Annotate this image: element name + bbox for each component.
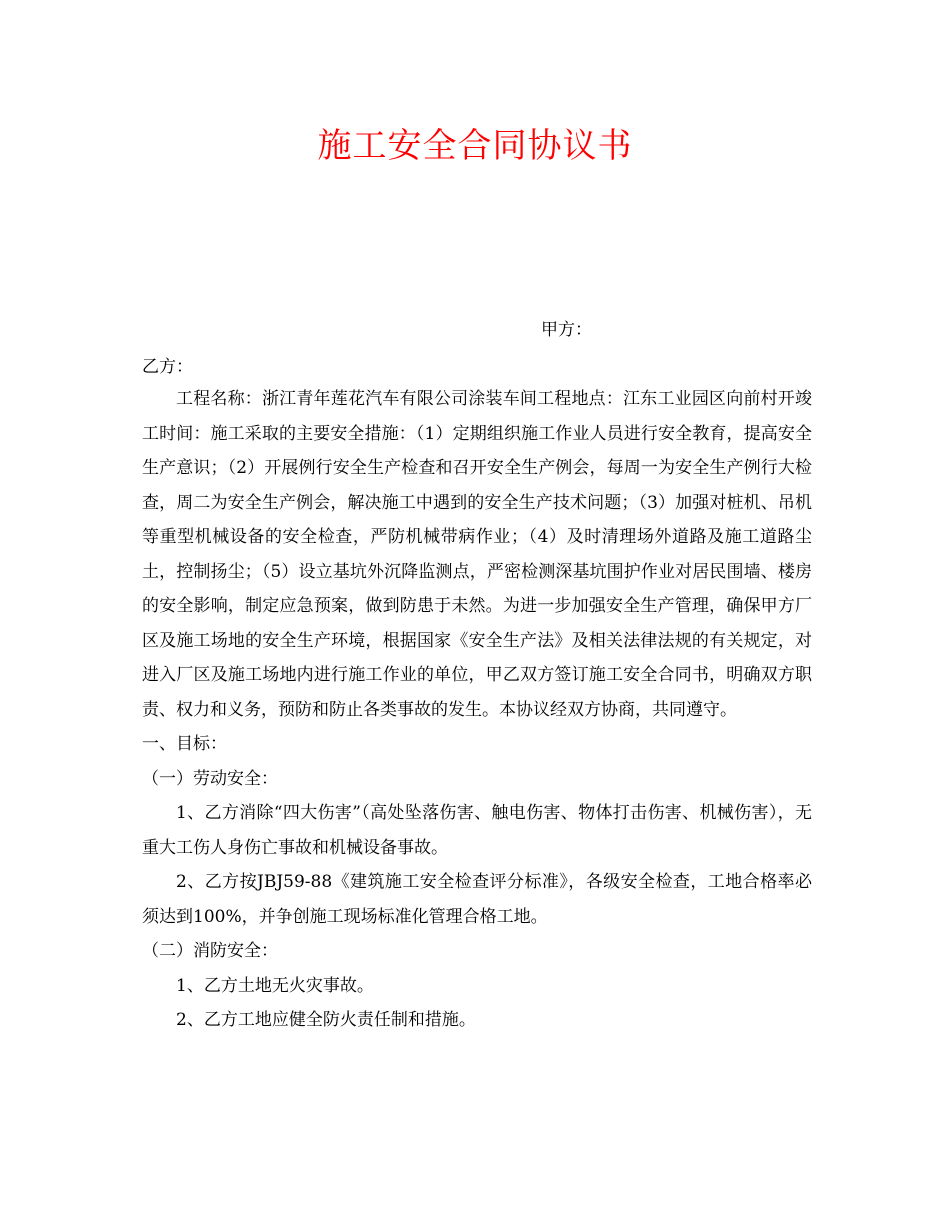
party-b-label: 乙方：	[142, 357, 193, 377]
labor-safety-item-2: 2、乙方按JBJ59-88《建筑施工安全检查评分标准》，各级安全检查，工地合格率必须达到100%，并争创施工现场标准化管理合格工地。	[142, 872, 812, 927]
intro-paragraph: 工程名称：浙江青年莲花汽车有限公司涂装车间工程地点：江东工业园区向前村开竣工时间：施工采取的主要安全措施：（1）定期组织施工作业人员进行安全教育，提高安全生产意识；（2）开展例行安全生产检查和召开安全生产例会，每周一为安全生产例行大检查，周二为安全生产例会，解决施工中遇到的安全生产技术问题；（3）加强对桩机、吊机等重型机械设备的安全检查，严防机械带病作业；（4）及时清理场外道路及施工道路尘土，控制扬尘；（5）设立基坑外沉降监测点，严密检测深基坑围护作业对居民围墙、楼房的安全影响，制定应急预案，做到防患于未然。为进一步加强安全生产管理，确保甲方厂区及施工场地的安全生产环境，根据国家《安全生产法》及相关法律法规的有关规定，对进入厂区及施工场地内进行施工作业的单位，甲乙双方签订施工安全合同书，明确双方职责、权力和义务，预防和防止各类事故的发生。本协议经双方协商，共同遵守。	[142, 389, 812, 720]
subsection-heading-labor-safety: （一）劳动安全：	[142, 768, 278, 789]
section-heading-goals: 一、目标：	[142, 734, 227, 754]
document-body	[142, 382, 812, 1038]
subsection-heading-fire-safety: （二）消防安全：	[142, 941, 278, 961]
document-title: 施工安全合同协议书	[317, 126, 633, 166]
fire-safety-item-1: 1、乙方土地无火灾事故。	[176, 975, 374, 996]
party-a-label: 甲方：	[541, 320, 592, 340]
fire-safety-item-2: 2、乙方工地应健全防火责任制和措施。	[176, 1010, 476, 1030]
labor-safety-item-1: 1、乙方消除“四大伤害”（高处坠落伤害、触电伤害、物体打击伤害、机械伤害），无重大工伤人身伤亡事故和机械设备事故。	[142, 803, 812, 858]
